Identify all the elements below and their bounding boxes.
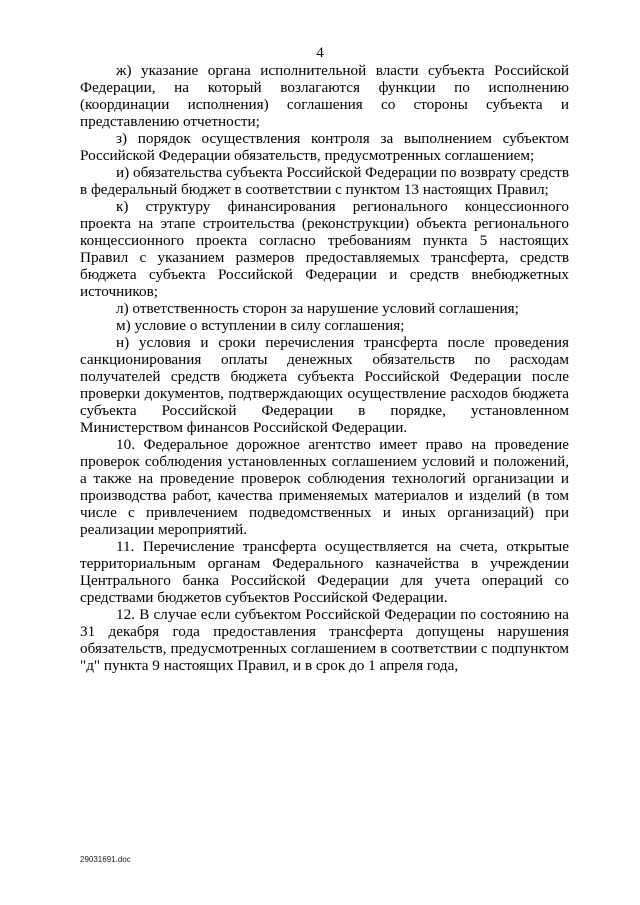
paragraph-clause-12: 12. В случае если субъектом Российской Федерации по состоянию на 31 декабря года предоставления трансферта допущены нарушения обязательств, предусмотренных соглашением в соответствии с подпунктом "д" пункта 9 настоящих Правил, и в срок до 1 апреля года, <box>80 606 569 674</box>
paragraph-item-l: л) ответственность сторон за нарушение условий соглашения; <box>116 300 519 317</box>
paragraph-item-m: м) условие о вступлении в силу соглашения; <box>116 317 405 334</box>
paragraph-item-n: н) условия и сроки перечисления трансферта после проведения санкционирования оплаты денежных обязательств по расходам получателей средств бюджета субъекта Российской Федерации после проверки документов, подтверждающих осуществление расходов бюджета субъекта Российской Федерации в порядке, установленном Министерством финансов Российской Федерации. <box>80 334 569 436</box>
document-body <box>80 62 569 674</box>
paragraph-clause-10: 10. Федеральное дорожное агентство имеет право на проведение проверок соблюдения установленных соглашением условий и положений, а также на проведение проверок соблюдения технологий организации и производства работ, качества применяемых материалов и изделий (в том числе с привлечением подведомственных и иных организаций) при реализации мероприятий. <box>80 436 569 538</box>
paragraph-clause-11: 11. Перечисление трансферта осуществляется на счета, открытые территориальным органам Федерального казначейства в учреждении Центрального банка Российской Федерации для учета операций со средствами бюджетов субъектов Российской Федерации. <box>80 538 569 606</box>
paragraph-item-zh: ж) указание органа исполнительной власти субъекта Российской Федерации, на который возлагаются функции по исполнению (координации исполнения) соглашения со стороны субъекта и представлению отчетности; <box>80 62 569 130</box>
paragraph-item-z: з) порядок осуществления контроля за выполнением субъектом Российской Федерации обязательств, предусмотренных соглашением; <box>80 130 569 164</box>
paragraph-item-i: и) обязательства субъекта Российской Федерации по возврату средств в федеральный бюджет в соответствии с пунктом 13 настоящих Правил; <box>80 164 569 198</box>
file-name-footer: 29031691.doc <box>80 855 131 864</box>
page-number: 4 <box>316 45 324 61</box>
paragraph-item-k: к) структуру финансирования регионального концессионного проекта на этапе строительства (реконструкции) объекта регионального концессионного проекта согласно требованиям пункта 5 настоящих Правил с указанием размеров предоставляемых трансферта, средств бюджета субъекта Российской Федерации и средств внебюджетных источников; <box>80 198 569 300</box>
